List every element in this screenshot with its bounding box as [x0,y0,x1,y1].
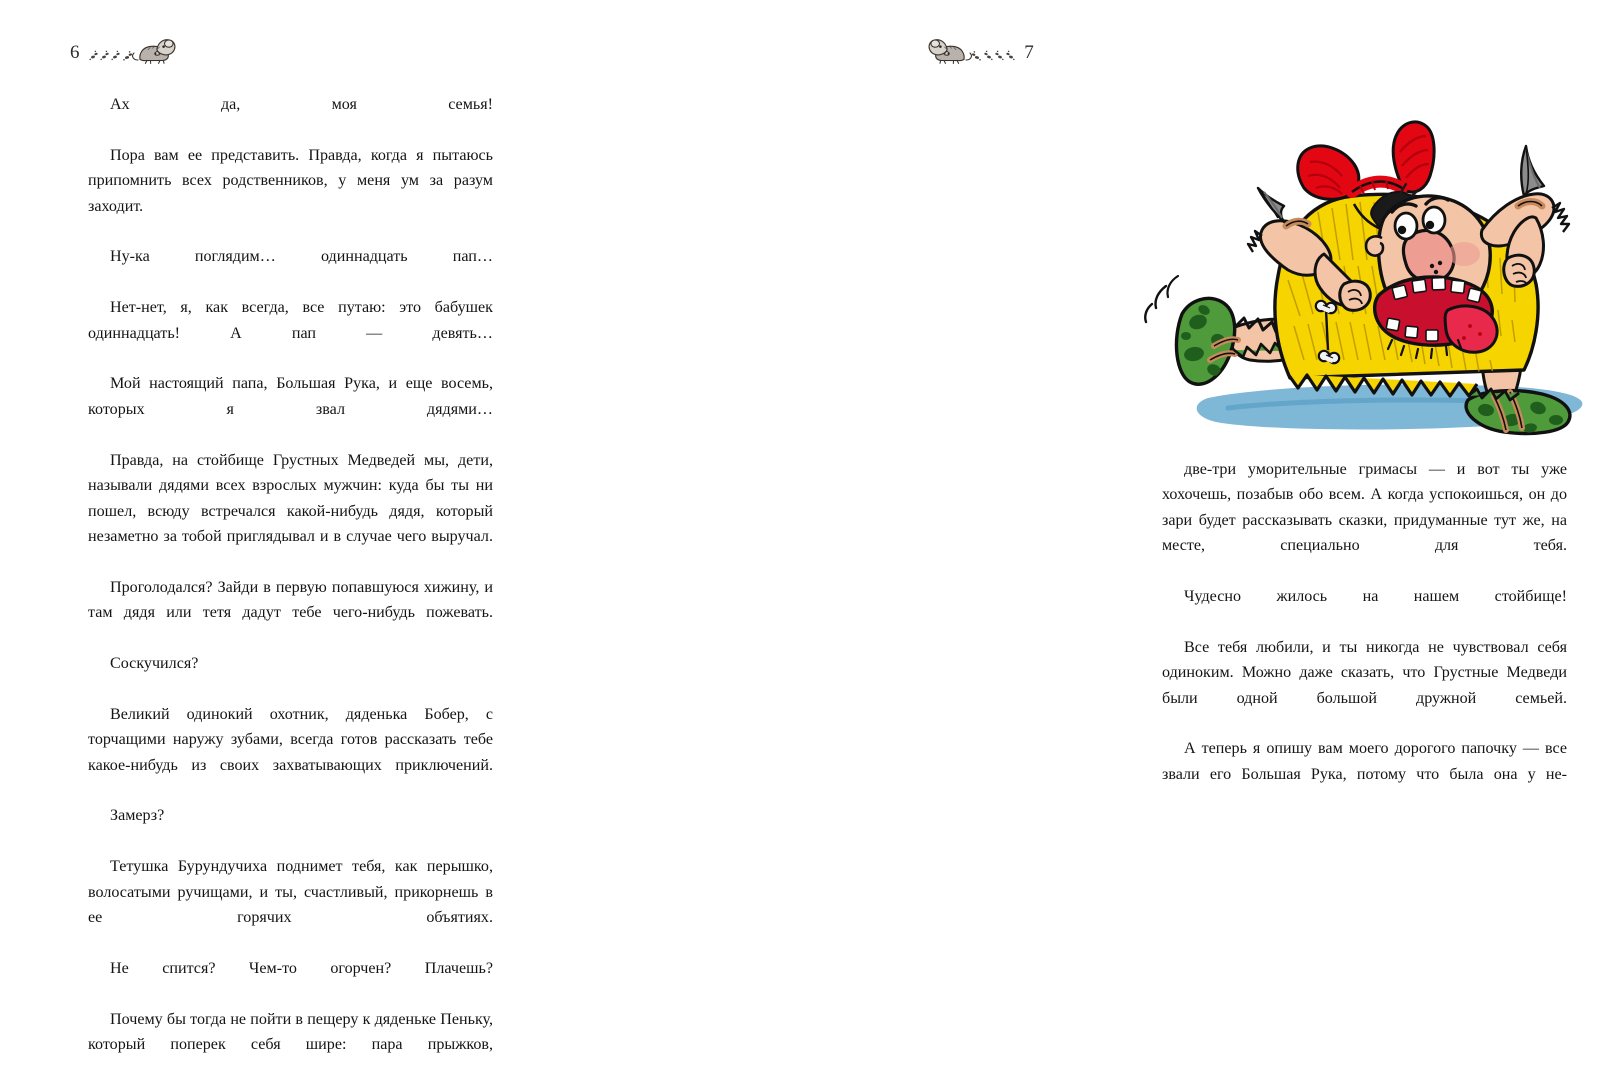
left-page [0,0,550,1054]
paragraph: Великий одинокий охотник, дяденька Бобер, с торчащими наружу зубами, всегда готов рассказать тебе какое-нибудь из своих захватывающих приключений. [88,705,493,774]
flint-blade-icon [1258,188,1284,222]
paragraph: Чудесно жилось на нашем стойбище! [1184,588,1567,606]
paragraph: Соскучился? [110,654,199,672]
page-number-right: 7 [1024,41,1034,63]
paragraph: Ну-ка поглядим… одиннадцать пап… [110,248,493,266]
caveman-illustration [1138,78,1606,450]
left-page-body-text [88,92,493,1083]
paragraph: Пора вам ее представить. Правда, когда я пытаюсь припомнить всех родственников, у меня ум за разум заходит. [88,146,493,215]
page-number-left: 6 [70,41,80,63]
red-hair-tufts [1298,122,1434,199]
paragraph: Проголодался? Зайди в первую попавшуюся хижину, и там дядя или тетя дадут тебе чего-нибудь пожевать. [88,578,493,622]
right-page-body-text [1162,457,1567,813]
paragraph: две-три уморительные гримасы — и вот ты уже хохочешь, позабыв обо всем. А когда успокоишься, он до зари будет рассказывать сказки, придуманные тут же, на месте, специально для тебя. [1162,461,1567,555]
right-page [550,0,1567,783]
paragraph: А теперь я опишу вам моего дорогого папочку — все звали его Большая Рука, потому что была она у не- [1162,740,1567,783]
paragraph: Ах да, моя семья! [110,96,493,113]
paragraph: Почему бы тогда не пойти в пещеру к дяденьке Пеньку, который поперек себя шире: пара прыжков, [88,1010,493,1054]
paragraph: Не спится? Чем-то огорчен? Плачешь? [110,959,493,977]
left-fist [1340,281,1371,310]
paragraph: Мой настоящий папа, Большая Рука, и еще восемь, которых я звал дядями… [88,375,493,418]
running-head-right [927,34,1034,70]
flint-blade-icon [1521,146,1544,196]
paragraph: Тетушка Бурундучиха поднимет тебя, как перышко, волосатыми ручищами, и ты, счастливый, прикорнешь в ее горячих объятиях. [88,858,493,926]
mouse-with-footprints-ornament-icon [87,33,177,72]
paragraph: Все тебя любили, и ты никогда не чувствовал себя одиноким. Можно даже сказать, что Грустные Медведи были одной большой дружной семьей. [1162,638,1567,707]
right-fist [1504,255,1535,286]
running-head-left [70,34,177,70]
paragraph: Замерз? [110,807,165,825]
paragraph: Правда, на стойбище Грустных Медведей мы, дети, называли дядями всех взрослых мужчин: куда бы ты ни пошел, всюду встречался какой-нибудь дядя, который незаметно за тобой приглядывал и в случае чего выручал. [88,451,493,545]
mouse-with-footprints-ornament-icon [927,33,1017,72]
paragraph: Нет-нет, я, как всегда, все путаю: это бабушек одиннадцать! А пап — девять… [88,299,493,342]
